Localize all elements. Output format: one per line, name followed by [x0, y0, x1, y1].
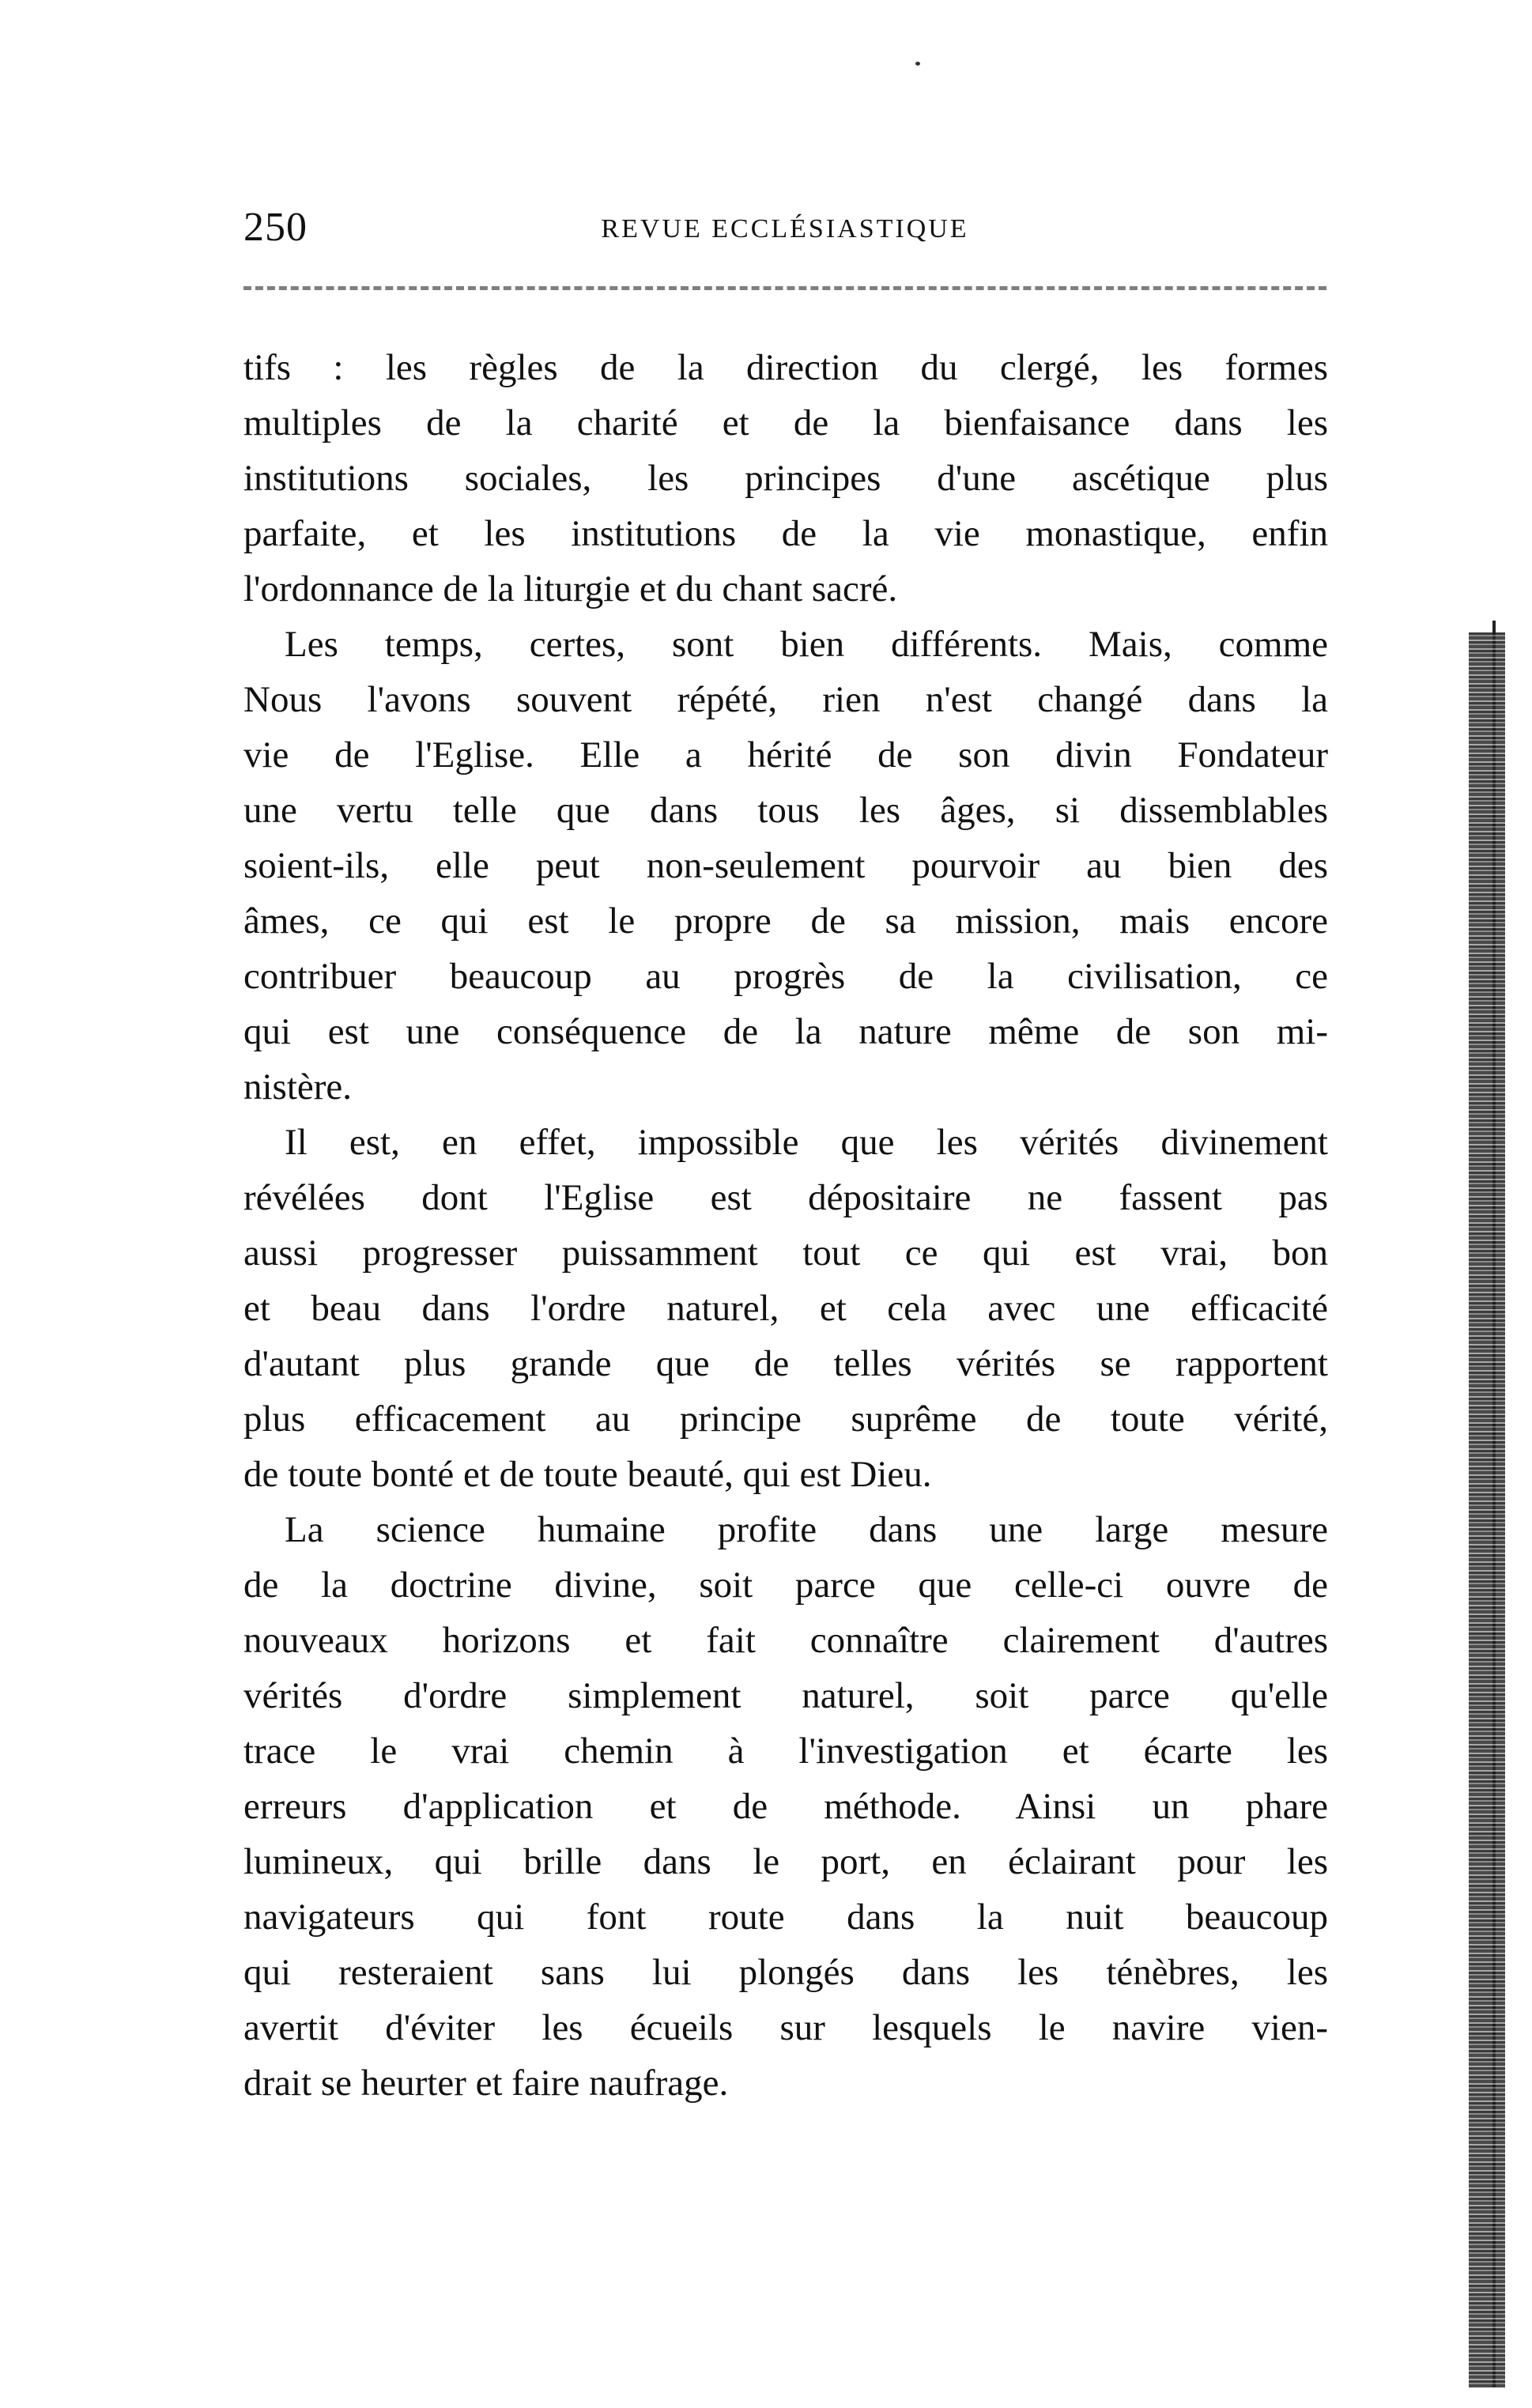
text-line: Nous l'avons souvent répété, rien n'est changé dans la [243, 679, 1328, 720]
page-header [243, 204, 1326, 259]
text-line: lumineux, qui brille dans le port, en éclairant pour les [243, 1841, 1328, 1882]
text-line: qui resteraient sans lui plongés dans les ténèbres, les [243, 1952, 1328, 1993]
text-line: d'autant plus grande que de telles vérités se rapportent [243, 1343, 1328, 1384]
text-line: révélées dont l'Eglise est dépositaire ne fassent pas [243, 1177, 1328, 1218]
text-line: parfaite, et les institutions de la vie monastique, enfin [243, 513, 1328, 554]
paragraph-start-line: Il est, en effet, impossible que les vérités divinement [285, 1122, 1328, 1163]
paragraph-start-line: Les temps, certes, sont bien différents. Mais, comme [285, 624, 1328, 665]
page-edge-shadow [1469, 632, 1505, 2387]
text-line: qui est une conséquence de la nature même de son mi- [243, 1011, 1328, 1052]
text-line: de la doctrine divine, soit parce que celle-ci ouvre de [243, 1564, 1328, 1606]
text-line: âmes, ce qui est le propre de sa mission, mais encore [243, 900, 1328, 942]
scan-speck [915, 62, 920, 66]
text-line: aussi progresser puissamment tout ce qui est vrai, bon [243, 1232, 1328, 1274]
text-line: institutions sociales, les principes d'une ascétique plus [243, 458, 1328, 499]
text-line: l'ordonnance de la liturgie et du chant sacré. [243, 568, 898, 610]
text-line: navigateurs qui font route dans la nuit beaucoup [243, 1897, 1328, 1938]
text-line: vie de l'Eglise. Elle a hérité de son divin Fondateur [243, 734, 1328, 776]
text-line: contribuer beaucoup au progrès de la civilisation, ce [243, 956, 1328, 997]
header-rule [243, 286, 1326, 290]
paragraph-start-line: La science humaine profite dans une large mesure [285, 1509, 1328, 1550]
text-line: de toute bonté et de toute beauté, qui est Dieu. [243, 1454, 932, 1495]
text-line: erreurs d'application et de méthode. Ainsi un phare [243, 1786, 1328, 1827]
text-line: et beau dans l'ordre naturel, et cela avec une efficacité [243, 1288, 1328, 1329]
text-line: drait se heurter et faire naufrage. [243, 2063, 729, 2104]
text-line: multiples de la charité et de la bienfaisance dans les [243, 402, 1328, 443]
body-text [243, 340, 1328, 2111]
text-line: trace le vrai chemin à l'investigation et écarte les [243, 1731, 1328, 1772]
page-number: 250 [243, 205, 308, 250]
text-line: une vertu telle que dans tous les âges, si dissemblables [243, 790, 1328, 831]
text-line: nouveaux horizons et fait connaître clairement d'autres [243, 1620, 1328, 1661]
text-line: tifs : les règles de la direction du clergé, les formes [243, 347, 1328, 388]
running-head: REVUE ECCLÉSIASTIQUE [601, 214, 969, 243]
text-line: plus efficacement au principe suprême de toute vérité, [243, 1398, 1328, 1440]
text-line: avertit d'éviter les écueils sur lesquels le navire vien- [243, 2007, 1328, 2048]
text-line: nistère. [243, 1066, 353, 1108]
text-line: soient-ils, elle peut non-seulement pourvoir au bien des [243, 845, 1328, 886]
text-line: vérités d'ordre simplement naturel, soit parce qu'elle [243, 1675, 1328, 1716]
